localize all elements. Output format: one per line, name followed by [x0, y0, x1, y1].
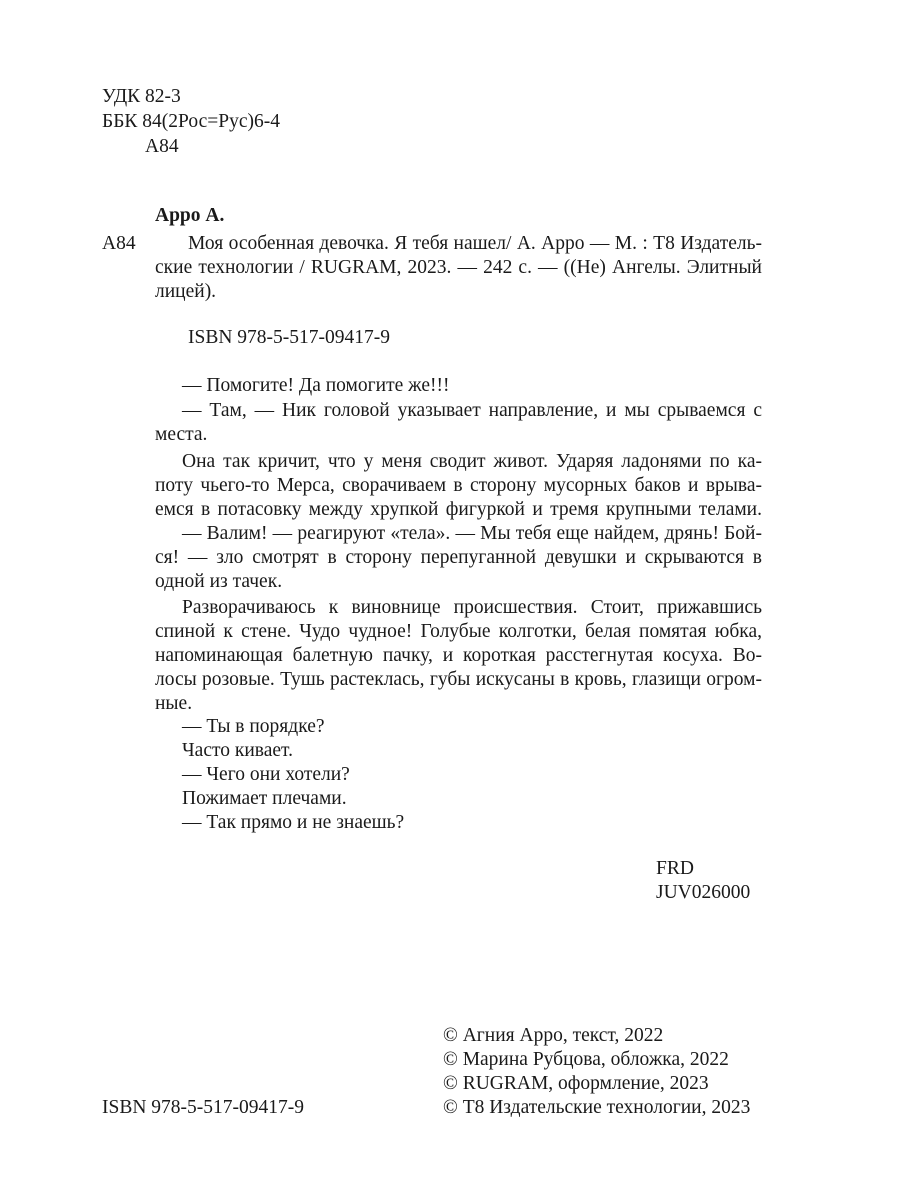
- excerpt-line: — Так прямо и не знаешь?: [182, 812, 405, 833]
- excerpt-line: напоминающая балетную пачку, и короткая расстегнутая косуха. Во-: [155, 645, 762, 666]
- excerpt-line: ся! — зло смотрят в сторону перепуганной девушки и скрываются в: [155, 547, 762, 568]
- excerpt-line: Разворачиваюсь к виновнице происшествия. Стоит, прижавшись: [182, 597, 762, 618]
- copyright-line: © RUGRAM, оформление, 2023: [443, 1073, 709, 1094]
- catalog-isbn: ISBN 978-5-517-09417-9: [188, 327, 391, 348]
- copyright-line: © Агния Арро, текст, 2022: [443, 1025, 664, 1046]
- udk-code: УДК 82-3: [102, 86, 181, 107]
- excerpt-line: емся в потасовку между хрупкой фигуркой и тремя крупными телами.: [155, 499, 762, 520]
- copyright-line: © Т8 Издательские технологии, 2023: [443, 1097, 751, 1118]
- excerpt-line: спиной к стене. Чудо чудное! Голубые колготки, белая помятая юбка,: [155, 621, 762, 642]
- excerpt-line: — Ты в порядке?: [182, 716, 325, 737]
- excerpt-line: места.: [155, 424, 208, 445]
- excerpt-line: лосы розовые. Тушь растеклась, губы искусаны в кровь, глазищи огром-: [155, 669, 762, 690]
- excerpt-line: Пожимает плечами.: [182, 788, 347, 809]
- excerpt-line: — Там, — Ник головой указывает направление, и мы срываемся с: [182, 400, 762, 421]
- catalog-description-line: Моя особенная девочка. Я тебя нашел/ А. Арро — М. : Т8 Издатель-: [188, 233, 762, 254]
- frd-code: FRD: [656, 858, 694, 879]
- author-mark: А84: [145, 136, 179, 157]
- excerpt-line: — Чего они хотели?: [182, 764, 350, 785]
- catalog-description-line: ские технологии / RUGRAM, 2023. — 242 с. — ((Не) Ангелы. Элитный: [155, 257, 762, 278]
- excerpt-line: — Помогите! Да помогите же!!!: [182, 375, 450, 396]
- catalog-author: Арро А.: [155, 205, 225, 226]
- catalog-mark: А84: [102, 233, 136, 254]
- excerpt-line: одной из тачек.: [155, 571, 283, 592]
- footer-isbn: ISBN 978-5-517-09417-9: [102, 1097, 305, 1118]
- copyright-line: © Марина Рубцова, обложка, 2022: [443, 1049, 729, 1070]
- excerpt-line: — Валим! — реагируют «тела». — Мы тебя еще найдем, дрянь! Бой-: [182, 523, 762, 544]
- catalog-description-line: лицей).: [155, 281, 217, 302]
- excerpt-line: ные.: [155, 693, 193, 714]
- excerpt-line: Часто кивает.: [182, 740, 293, 761]
- excerpt-line: поту чьего-то Мерса, сворачиваем в сторону мусорных баков и врыва-: [155, 475, 762, 496]
- bbk-code: ББК 84(2Рос=Рус)6-4: [102, 111, 281, 132]
- excerpt-line: Она так кричит, что у меня сводит живот. Ударяя ладонями по ка-: [182, 451, 762, 472]
- juv-code: JUV026000: [656, 882, 751, 903]
